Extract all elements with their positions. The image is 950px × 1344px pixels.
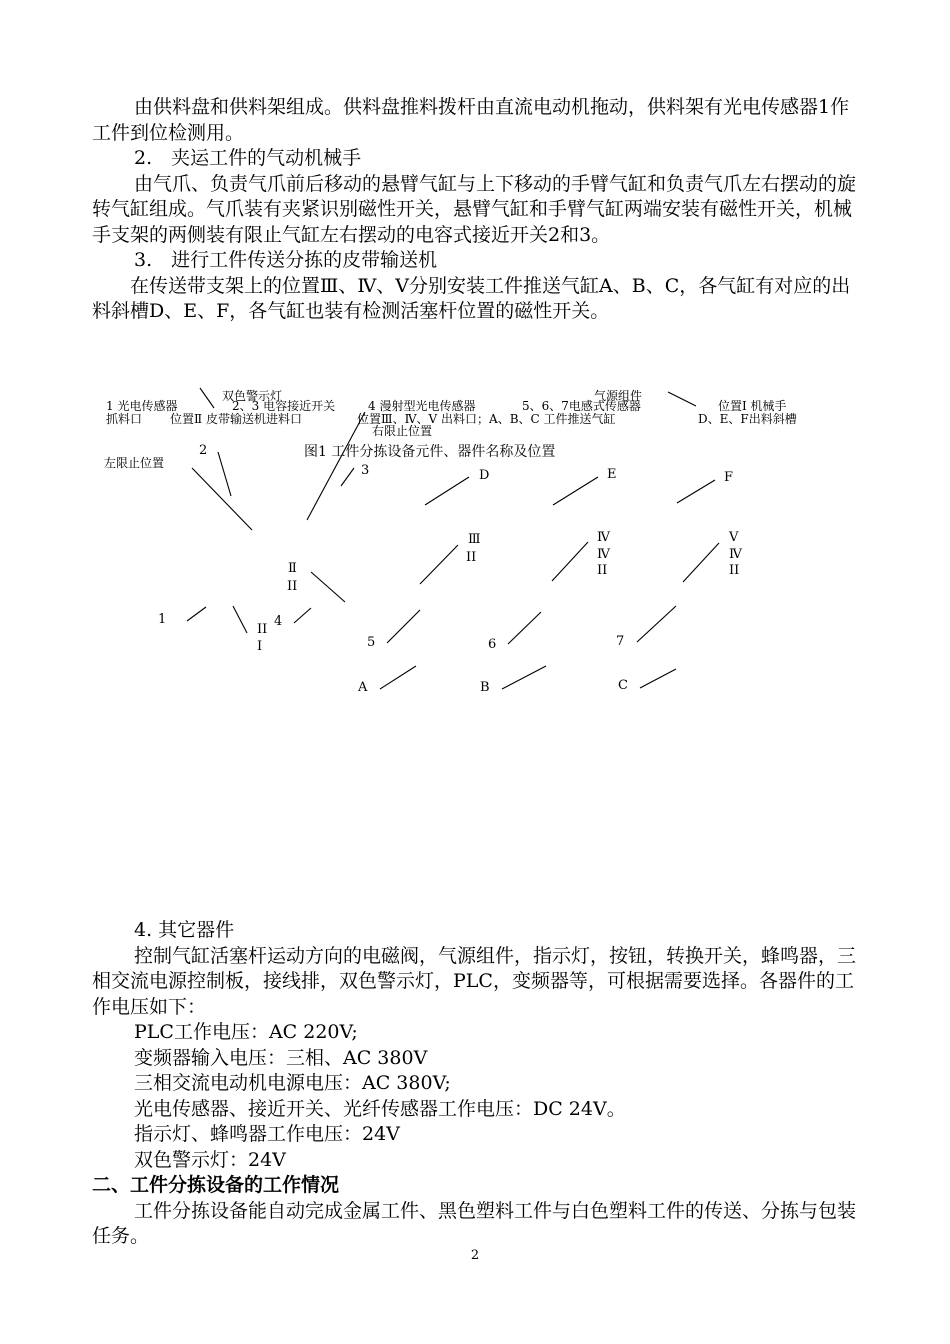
mark-5: 5 [367,635,376,650]
mark-E: E [607,467,617,482]
leader-line [187,607,206,621]
leader-line [341,468,354,486]
label-left-limit: 左限止位置 [104,456,165,470]
leader-line [233,606,247,633]
figure-caption: 图1 工件分拣设备元件、器件名称及位置 [304,444,556,460]
leader-line [294,608,311,623]
mark-I-top: II [257,622,268,637]
heading-other-devices: 4. 其它器件 [134,919,235,941]
mark-4: 4 [274,614,283,629]
mark-V-2: Ⅳ [729,547,742,562]
mark-V: V [729,530,739,545]
mark-IV-sub: II [597,563,608,578]
leader-line [387,610,420,643]
label-position-345: 位置Ⅲ、Ⅳ、Ⅴ 出料口；A、B、C 工件推送气缸 [357,412,616,426]
mark-V-sub: II [729,563,740,578]
heading-manipulator: 2. 夹运工件的气动机械手 [134,147,362,169]
leader-line [502,666,546,689]
leader-line [668,392,696,406]
leader-line [218,452,231,496]
leader-line [200,388,214,408]
mark-F: F [724,470,734,485]
mark-IV-2: Ⅳ [597,547,610,562]
label-position-2: 位置Ⅱ 皮带输送机进料口 [170,412,302,426]
mark-A: A [358,680,368,695]
leader-line [311,572,345,602]
mark-B: B [480,680,490,695]
voltage-indicator: 指示灯、蜂鸣器工作电压：24V [134,1123,400,1145]
label-dual-warning-light: 双色警示灯 [222,389,283,403]
leader-line [637,606,676,642]
label-air-source: 气源组件 [594,389,643,403]
section-heading-operation: 二、工件分拣设备的工作情况 [92,1174,340,1196]
figure-drawing [0,380,950,720]
leader-line [683,543,719,582]
voltage-sensors: 光电传感器、接近开关、光纤传感器工作电压：DC 24V。 [134,1097,626,1120]
page-number: 2 [470,1248,480,1263]
label-def-chute: D、E、F出料斜槽 [698,412,797,426]
paragraph-manipulator: 由气爪、负责气爪前后移动的悬臂气缸与上下移动的手臂气缸和负责气爪左右摆动的旋转气缸组成。气爪装有夹紧识别磁性开关，悬臂气缸和手臂气缸两端安装有磁性开关，机械手支架的两侧装有限止气缸左右摆动的电容式接近开关2和3。 [92,172,857,246]
leader-line [420,545,458,584]
bottom-text-section [92,918,862,1250]
mark-IV: Ⅳ [597,530,610,545]
mark-6: 6 [488,637,497,652]
top-text-section [92,95,862,325]
label-2-3-proximity: 2、3 电容接近开关 [232,399,336,413]
label-grab-material: 抓料口 [106,412,143,426]
mark-2: 2 [199,443,208,458]
leader-line [192,468,252,530]
label-position-1: 位置Ⅰ 机械手 [718,399,787,413]
leader-line [640,669,676,688]
leader-line [380,666,416,689]
mark-III-sub: II [466,550,477,565]
mark-II-sub: II [287,579,298,594]
paragraph-other-devices: 控制气缸活塞杆运动方向的电磁阀，气源组件，指示灯，按钮，转换开关，蜂鸣器，三相交流电源控制板，接线排，双色警示灯，PLC，变频器等，可根据需要选择。各器件的工作电压如下： [92,944,857,1018]
leader-lines [187,388,719,689]
mark-C: C [618,678,628,693]
label-5-6-7-sensor: 5、6、7电感式传感器 [522,399,641,413]
mark-7: 7 [616,634,625,649]
equipment-figure [0,380,950,720]
leader-line [553,477,598,505]
mark-II: Ⅱ [288,561,297,576]
label-right-limit: 右限止位置 [372,424,433,438]
label-1-photo-sensor: 1 光电传感器 [106,399,178,413]
voltage-plc: PLC工作电压：AC 220V; [134,1021,358,1043]
voltage-inverter: 变频器输入电压：三相、AC 380V [134,1046,428,1069]
mark-III: Ⅲ [468,532,481,547]
mark-I: I [257,639,263,654]
voltage-motor: 三相交流电动机电源电压：AC 380V; [134,1072,451,1094]
leader-line [677,480,715,503]
mark-3: 3 [361,463,370,478]
voltage-warning-light: 双色警示灯：24V [134,1148,286,1171]
mark-1: 1 [158,612,167,627]
paragraph-feeder: 由供料盘和供料架组成。供料盘推料拨杆由直流电动机拖动，供料架有光电传感器1作工件到位检测用。 [92,96,850,144]
label-4-diffuse-sensor: 4 漫射型光电传感器 [368,399,476,413]
mark-D: D [479,468,490,483]
leader-line [552,542,588,581]
paragraph-operation: 工件分拣设备能自动完成金属工件、黑色塑料工件与白色塑料工件的传送、分拣与包装任务。 [92,1199,857,1247]
paragraph-conveyor: 在传送带支架上的位置Ⅲ、Ⅳ、Ⅴ分别安装工件推送气缸A、B、C，各气缸有对应的出料斜槽D、E、F，各气缸也装有检测活塞杆位置的磁性开关。 [92,274,851,322]
heading-conveyor: 3. 进行工件传送分拣的皮带输送机 [134,249,438,271]
leader-line [508,612,541,644]
leader-line [307,412,365,520]
leader-line [425,477,469,505]
